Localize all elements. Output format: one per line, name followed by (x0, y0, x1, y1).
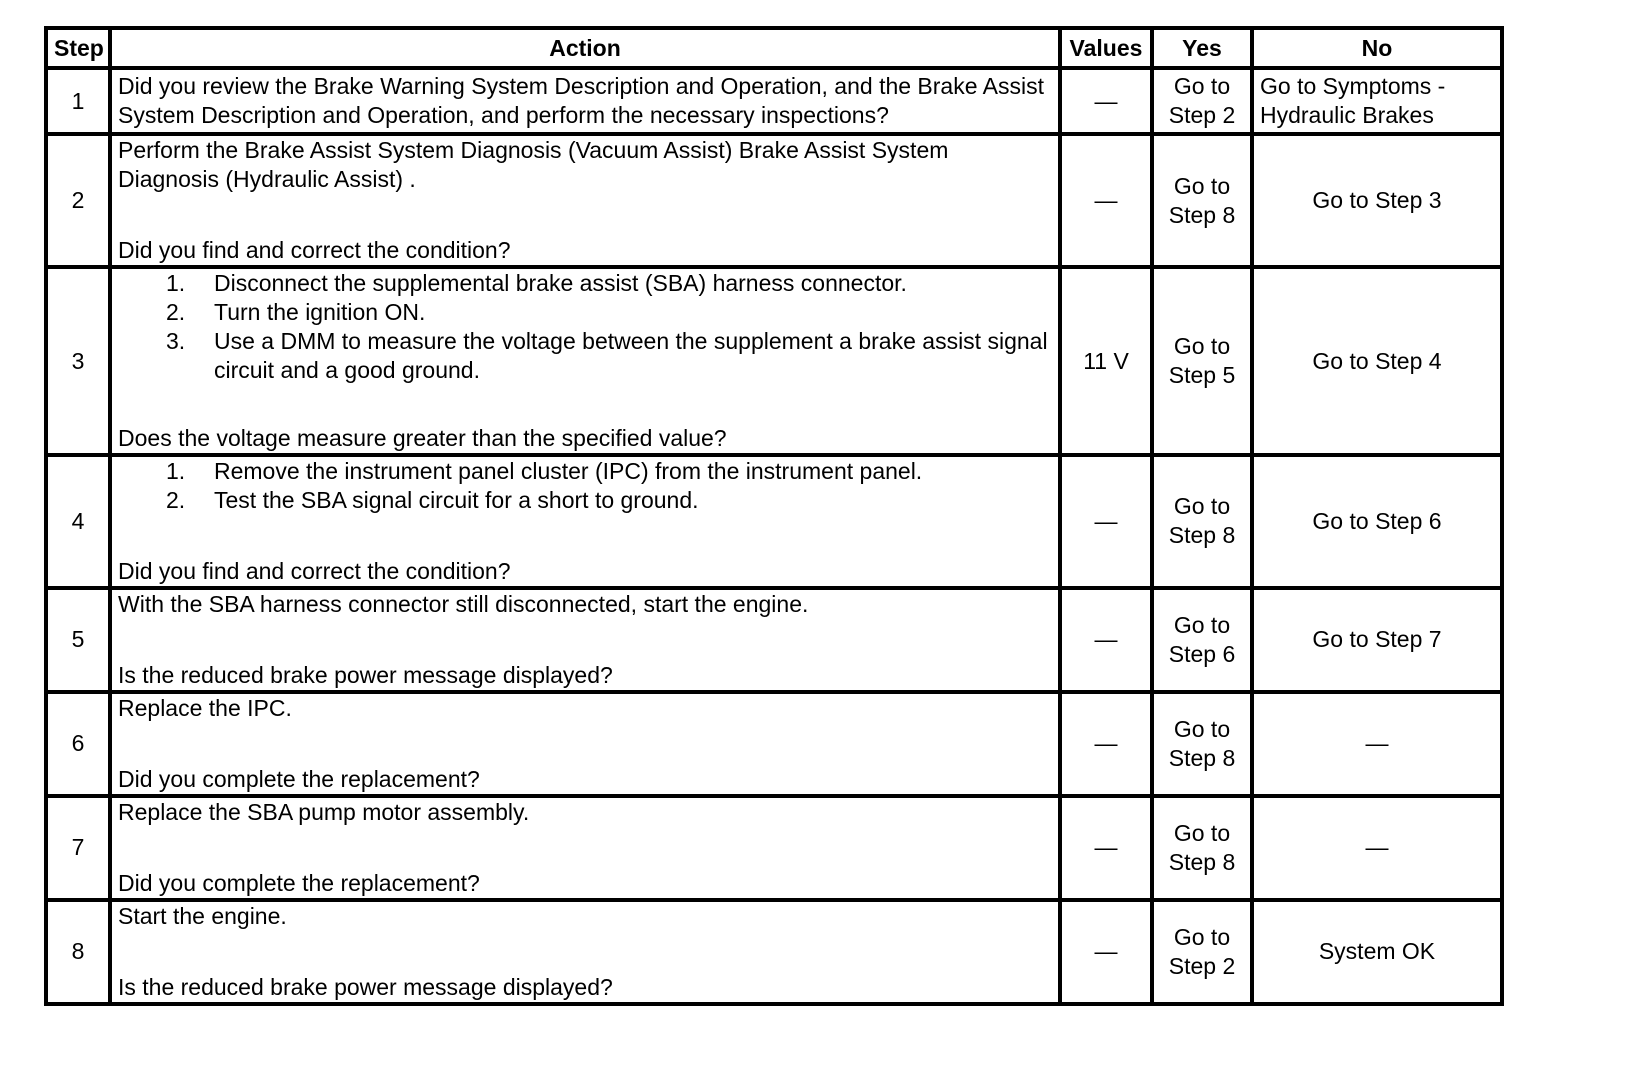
action-text: Replace the IPC. (118, 694, 292, 721)
value-cell: 11 V (1060, 267, 1152, 455)
table-row (46, 692, 1502, 796)
action-text: Perform the Brake Assist System Diagnosis (Vacuum Assist) Brake Assist System Diagnosis (Hydraulic Assist) . (118, 137, 949, 193)
yes-cell: Go to Step 2 (1152, 900, 1252, 1004)
table-row (46, 267, 1502, 455)
action-question: Did you find and correct the condition? (118, 237, 511, 264)
value-cell: — (1060, 68, 1152, 134)
header-row (46, 28, 1502, 68)
table-row (46, 900, 1502, 1004)
value-cell: — (1060, 796, 1152, 900)
action-cell (110, 796, 1060, 900)
yes-cell: Go to Step 8 (1152, 796, 1252, 900)
table-row (46, 588, 1502, 692)
action-question: Did you complete the replacement? (118, 765, 480, 792)
action-text: With the SBA harness connector still disconnected, start the engine. (118, 590, 809, 617)
no-cell: Go to Symptoms - Hydraulic Brakes (1252, 68, 1502, 134)
action-step: Disconnect the supplemental brake assist (SBA) harness connector. (214, 270, 907, 297)
yes-cell: Go to Step 8 (1152, 692, 1252, 796)
step-number: 6 (46, 692, 110, 796)
action-steps (118, 269, 1052, 385)
value-cell: — (1060, 455, 1152, 587)
step-number: 5 (46, 588, 110, 692)
action-question: Does the voltage measure greater than the specified value? (118, 425, 727, 452)
action-question: Did you find and correct the condition? (118, 557, 511, 584)
yes-cell: Go to Step 6 (1152, 588, 1252, 692)
action-text: Did you review the Brake Warning System Description and Operation, and the Brake Assist System Description and Operation, and perform the necessary inspections? (118, 73, 1044, 129)
action-step: Remove the instrument panel cluster (IPC) from the instrument panel. (214, 458, 923, 485)
step-number: 1 (46, 68, 110, 134)
no-cell: — (1252, 692, 1502, 796)
action-text: Replace the SBA pump motor assembly. (118, 798, 530, 825)
action-cell (110, 455, 1060, 587)
no-cell: Go to Step 4 (1252, 267, 1502, 455)
action-cell (110, 900, 1060, 1004)
yes-cell: Go to Step 8 (1152, 455, 1252, 587)
no-cell: — (1252, 796, 1502, 900)
action-question: Is the reduced brake power message displayed? (118, 974, 613, 1000)
action-step: Turn the ignition ON. (214, 299, 426, 326)
no-cell: Go to Step 7 (1252, 588, 1502, 692)
value-cell: — (1060, 900, 1152, 1004)
step-number: 3 (46, 267, 110, 455)
action-text: Start the engine. (118, 902, 287, 929)
header-yes: Yes (1152, 28, 1252, 68)
no-cell: Go to Step 3 (1252, 134, 1502, 267)
table-row (46, 68, 1502, 134)
step-number: 7 (46, 796, 110, 900)
yes-cell: Go to Step 2 (1152, 68, 1252, 134)
step-number: 2 (46, 134, 110, 267)
no-cell: System OK (1252, 900, 1502, 1004)
no-cell: Go to Step 6 (1252, 455, 1502, 587)
action-steps (118, 457, 1052, 515)
table-row (46, 796, 1502, 900)
header-action: Action (110, 28, 1060, 68)
header-step: Step (46, 28, 110, 68)
yes-cell: Go to Step 8 (1152, 134, 1252, 267)
action-cell (110, 267, 1060, 455)
action-question: Is the reduced brake power message displayed? (118, 661, 613, 688)
action-cell (110, 588, 1060, 692)
table-row (46, 455, 1502, 587)
header-values: Values (1060, 28, 1152, 68)
value-cell: — (1060, 692, 1152, 796)
step-number: 4 (46, 455, 110, 587)
value-cell: — (1060, 134, 1152, 267)
header-no: No (1252, 28, 1502, 68)
action-cell (110, 134, 1060, 267)
table-row (46, 134, 1502, 267)
action-cell (110, 68, 1060, 134)
value-cell: — (1060, 588, 1152, 692)
step-number: 8 (46, 900, 110, 1004)
action-step: Test the SBA signal circuit for a short to ground. (214, 487, 699, 514)
action-cell (110, 692, 1060, 796)
yes-cell: Go to Step 5 (1152, 267, 1252, 455)
action-question: Did you complete the replacement? (118, 869, 480, 896)
action-step: Use a DMM to measure the voltage between the supplement a brake assist signal circuit and a good ground. (214, 328, 1048, 384)
diagnostic-table (44, 26, 1504, 1006)
